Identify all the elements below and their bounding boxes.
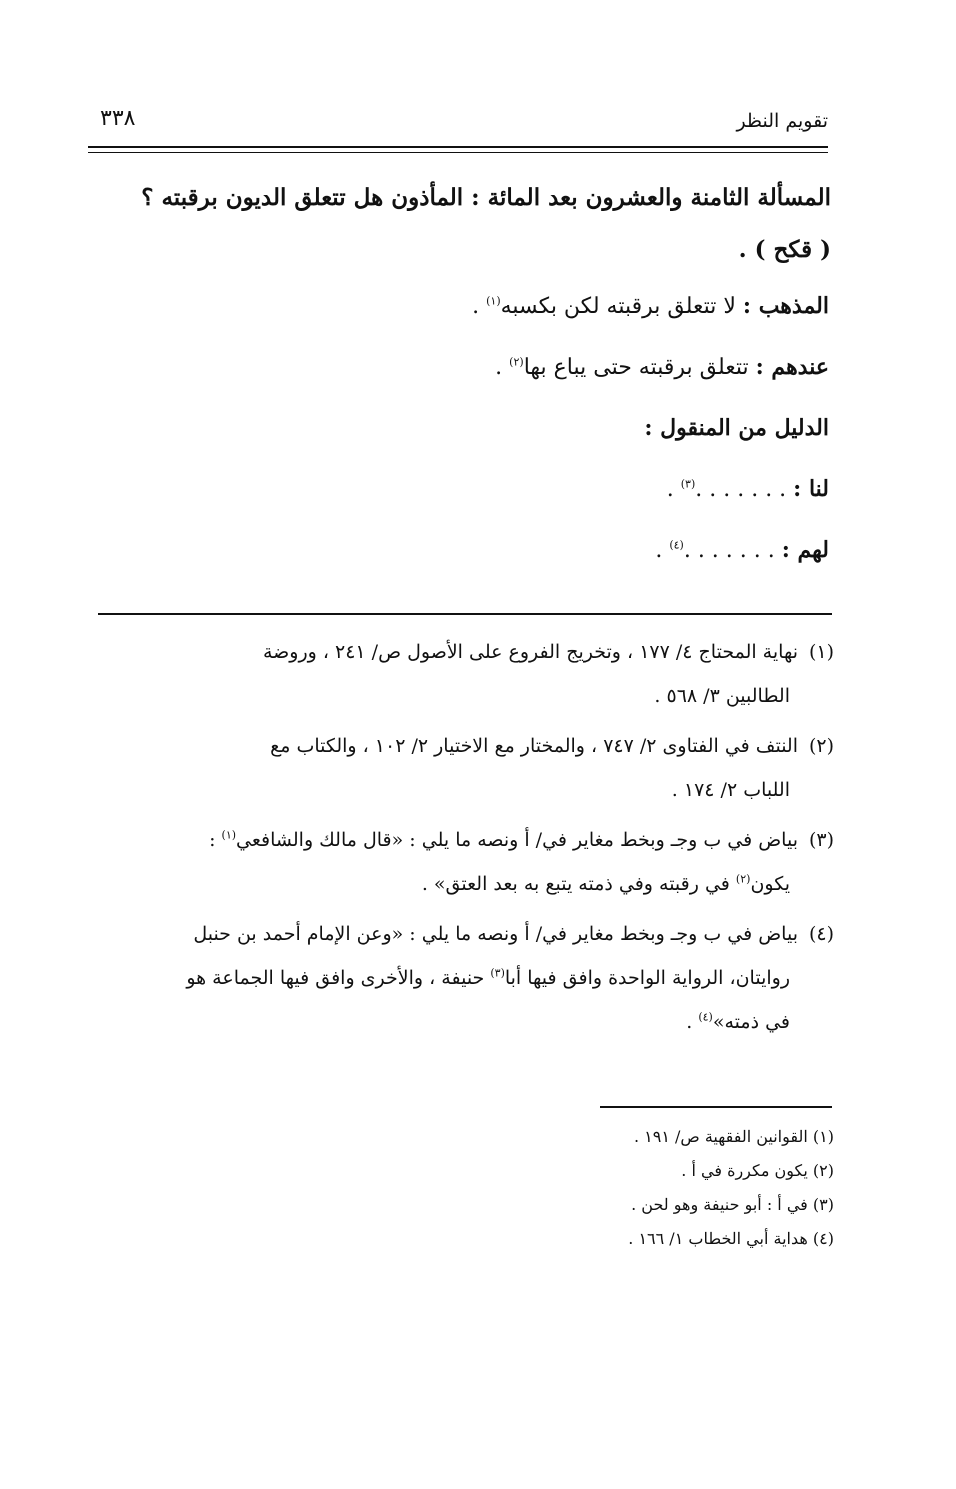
header-rule-thin — [88, 152, 828, 153]
subfootnote-1 — [434, 1120, 834, 1154]
subfootnote-number: (١) — [812, 1127, 834, 1146]
footnote-number: (١) — [808, 641, 834, 663]
subfootnote-ref-4[interactable]: (٤) — [698, 1010, 713, 1024]
madhhab-end: . — [472, 294, 487, 319]
footnote-text: يكون — [750, 873, 790, 895]
footnotes — [94, 630, 834, 1050]
indahum-line — [91, 337, 831, 398]
subfootnote-ref-1[interactable]: (١) — [221, 828, 237, 842]
footnote-3 — [94, 818, 834, 906]
footnote-text-end: في رقبته وفي ذمته يتبع به بعد العتق» . — [421, 873, 736, 895]
footnote-text-cont — [94, 956, 834, 1000]
lana-dots: . . . . . . . — [695, 477, 794, 502]
subfootnote-3 — [434, 1188, 834, 1222]
footnote-ref-4[interactable]: (٤) — [669, 538, 684, 552]
footnote-ref-2[interactable]: (٢) — [509, 355, 524, 369]
header-rule-thick — [88, 146, 828, 148]
dalil-heading — [91, 398, 831, 459]
footnote-text: بياض في ب وجـ وبخط مغاير في/ أ ونصه ما يلي : «قال مالك والشافعي — [236, 829, 798, 851]
lahum-line — [91, 520, 831, 581]
footnote-text-end: . — [686, 1011, 699, 1033]
subfootnote-number: (٣) — [812, 1195, 834, 1214]
footnote-text: بياض في ب وجـ وبخط مغاير في/ أ ونصه ما يلي : «وعن الإمام أحمد بن حنبل — [193, 923, 798, 945]
subfootnote-number: (٢) — [812, 1161, 834, 1180]
subfootnote-ref-2[interactable]: (٢) — [735, 872, 751, 886]
running-header-title: تقويم النظر — [736, 110, 828, 132]
footnote-4 — [94, 912, 834, 1044]
subfootnote-number: (٤) — [812, 1229, 834, 1248]
subfootnote-text: هداية أبي الخطاب ١/ ١٦٦ . — [628, 1229, 808, 1248]
subfootnote-text: القوانين الفقهية ص/ ١٩١ . — [633, 1127, 808, 1146]
footnote-text-cont — [94, 862, 834, 906]
lahum-dots: . . . . . . . — [683, 538, 782, 563]
lahum-label: لهم : — [781, 537, 829, 563]
page-number: ٣٣٨ — [100, 106, 136, 131]
footnote-separator — [98, 613, 832, 615]
subfootnote-text: في أ : أبو حنيفة وهو لحن . — [631, 1195, 808, 1214]
madhhab-text: لا تتعلق برقبته لكن بكسبه — [500, 294, 743, 319]
madhhab-label: المذهب : — [742, 293, 829, 319]
footnote-text-cont — [94, 1000, 834, 1044]
subfootnote-separator — [600, 1106, 832, 1108]
footnote-number: (٤) — [808, 923, 834, 945]
indahum-text: تتعلق برقبته حتى يباع بها — [523, 355, 756, 380]
issue-title: المسألة الثامنة والعشرون بعد المائة : المأذون هل تتعلق الديون برقبته ؟ — [141, 184, 831, 211]
dalil-heading-text: الدليل من المنقول : — [644, 415, 829, 441]
lana-label: لنا : — [793, 476, 829, 502]
footnote-text: النتف في الفتاوى ٢/ ٧٤٧ ، والمختار مع الاختيار ٢/ ١٠٢ ، والكتاب مع — [270, 735, 798, 757]
lahum-end: . — [655, 538, 670, 563]
footnote-number: (٣) — [808, 829, 834, 851]
subfootnote-text: يكون مكررة في أ . — [681, 1161, 808, 1180]
subfootnote-2 — [434, 1154, 834, 1188]
footnote-text-cont: الطالبين ٣/ ٥٦٨ . — [654, 685, 790, 707]
footnote-text-end: حنيفة ، والأخرى وافق فيها الجماعة هو — [186, 967, 491, 989]
indahum-label: عندهم : — [755, 354, 829, 380]
footnote-text-cont: اللباب ٢/ ١٧٤ . — [671, 779, 790, 801]
footnote-1 — [94, 630, 834, 718]
footnote-text-end: : — [209, 829, 222, 851]
lana-end: . — [666, 477, 681, 502]
footnote-2 — [94, 724, 834, 812]
issue-code: ( قكح ) . — [738, 236, 831, 263]
subfootnote-4 — [434, 1222, 834, 1256]
footnote-text: روايتان، الرواية الواحدة وافق فيها أبا — [504, 967, 790, 989]
lana-line — [91, 459, 831, 520]
footnote-text: في ذمته» — [712, 1011, 790, 1033]
subfootnotes — [434, 1120, 834, 1256]
issue-body — [91, 172, 831, 581]
footnote-ref-1[interactable]: (١) — [486, 294, 501, 308]
madhhab-line — [91, 276, 831, 337]
footnote-number: (٢) — [808, 735, 834, 757]
subfootnote-ref-3[interactable]: (٣) — [490, 966, 505, 980]
indahum-end: . — [495, 355, 510, 380]
footnote-text: نهاية المحتاج ٤/ ١٧٧ ، وتخريج الفروع على الأصول ص/ ٢٤١ ، وروضة — [262, 641, 798, 663]
footnote-ref-3[interactable]: (٣) — [680, 477, 696, 491]
